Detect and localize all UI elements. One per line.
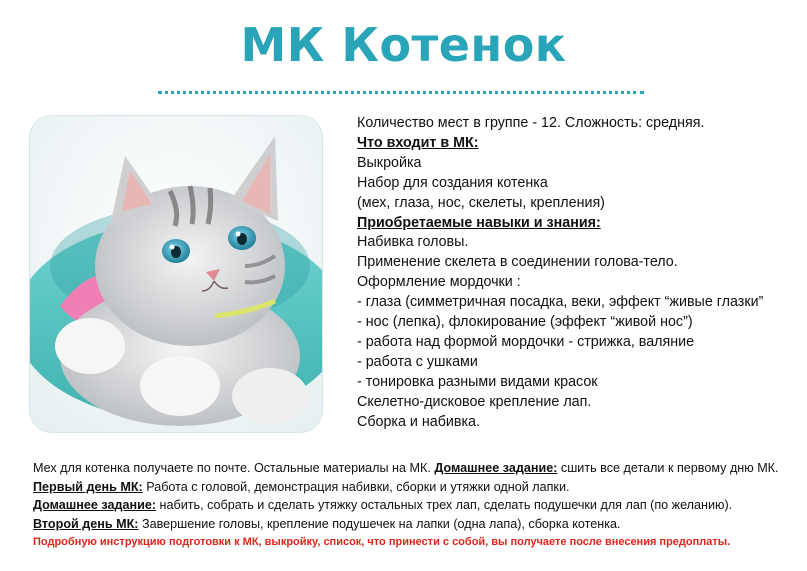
skills-item: - глаза (симметричная посадка, веки, эффект “живые глазки” (357, 294, 764, 311)
day2-text: Завершение головы, крепление подушечек на лапки (одна лапа), сборка котенка. (138, 516, 621, 531)
skills-item: - работа над формой мордочки - стрижка, валяние (357, 333, 695, 350)
pre-homework-label: Домашнее задание: (434, 461, 558, 475)
skills-item: Применение скелета в соединении голова-тело. (357, 254, 678, 271)
homework-label: Домашнее задание: (33, 498, 157, 513)
skills-item: Сборка и набивка. (357, 413, 480, 430)
homework-line (33, 496, 803, 515)
skills-item: - тонировка разными видами красок (357, 373, 598, 390)
schedule-block (33, 459, 803, 552)
includes-item-kit: Набор для создания котенка (357, 174, 548, 191)
day1-label: Первый день МК: (33, 479, 143, 494)
includes-item-pattern: Выкройка (357, 154, 422, 171)
materials-line (33, 459, 803, 478)
day1-text: Работа с головой, демонстрация набивки, сборки и утяжки одной лапки. (142, 479, 570, 494)
places-line: Количество мест в группе - 12. Сложность: средняя. (357, 115, 705, 131)
skills-item: - нос (лепка), флокирование (эффект “живой нос”) (357, 314, 693, 331)
day1-line (33, 478, 803, 497)
materials-text: Мех для котенка получаете по почте. Остальные материалы на МК. (33, 461, 435, 475)
prepayment-note: Подробную инструкцию подготовки к МК, выкройку, список, что принести с собой, вы получаете после внесения предоплаты. (33, 536, 731, 549)
includes-heading: Что входит в МК: (357, 134, 479, 151)
skills-item: Оформление мордочки : (357, 274, 521, 291)
pre-homework-text: сшить все детали к первому дню МК. (557, 461, 779, 475)
homework-text: набить, собрать и сделать утяжку остальных трех лап, сделать подушечки для лап (по желанию). (156, 498, 733, 513)
day2-label: Второй день МК: (33, 516, 139, 531)
skills-item: - работа с ушками (357, 353, 478, 370)
skills-heading: Приобретаемые навыки и знания: (357, 214, 601, 231)
course-info (357, 114, 797, 433)
kitten-photo (30, 116, 322, 432)
day2-line (33, 515, 803, 534)
skills-item: Скелетно-дисковое крепление лап. (357, 393, 592, 410)
dotted-divider (158, 91, 644, 94)
includes-item-kit-details: (мех, глаза, нос, скелеты, крепления) (357, 194, 605, 211)
skills-item: Набивка головы. (357, 234, 469, 251)
page-title: МК Котенок (240, 18, 567, 72)
